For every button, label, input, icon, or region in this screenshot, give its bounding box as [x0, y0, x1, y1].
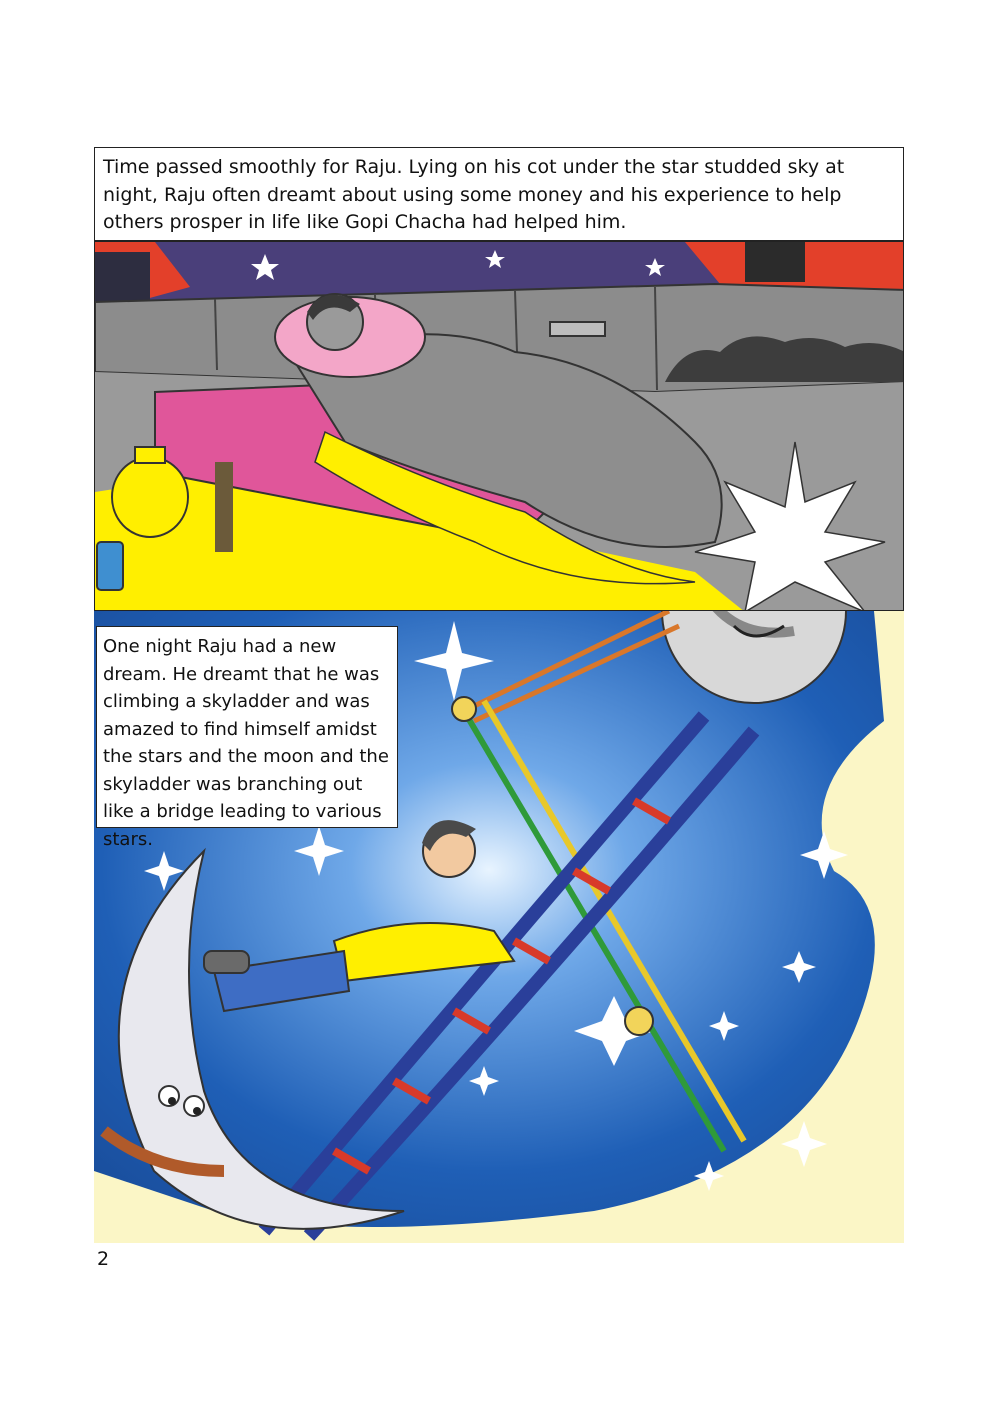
page-number: 2: [97, 1248, 110, 1270]
caption-box-side: [96, 626, 398, 850]
sleeping-scene-illustration: [95, 242, 904, 611]
lantern: [97, 542, 123, 590]
caption-text-top: Time passed smoothly for Raju. Lying on his cot under the star studded sky at night, Raju often dreamt about using some money and his experience to help others prosper in life like Gopi Chacha had helped him.: [103, 156, 845, 233]
small-star-face-bottom: [625, 1007, 653, 1035]
water-pot: [112, 457, 188, 537]
panel-sleeping-raju: [94, 241, 904, 611]
small-star-face-top: [452, 697, 476, 721]
caption-box-top: [94, 147, 904, 241]
caption-text-side: One night Raju had a new dream. He dreamt that he was climbing a skyladder and was amazed to find himself amidst the stars and the moon and the skyladder was branching out like a bridge leading to various stars.: [103, 636, 389, 850]
